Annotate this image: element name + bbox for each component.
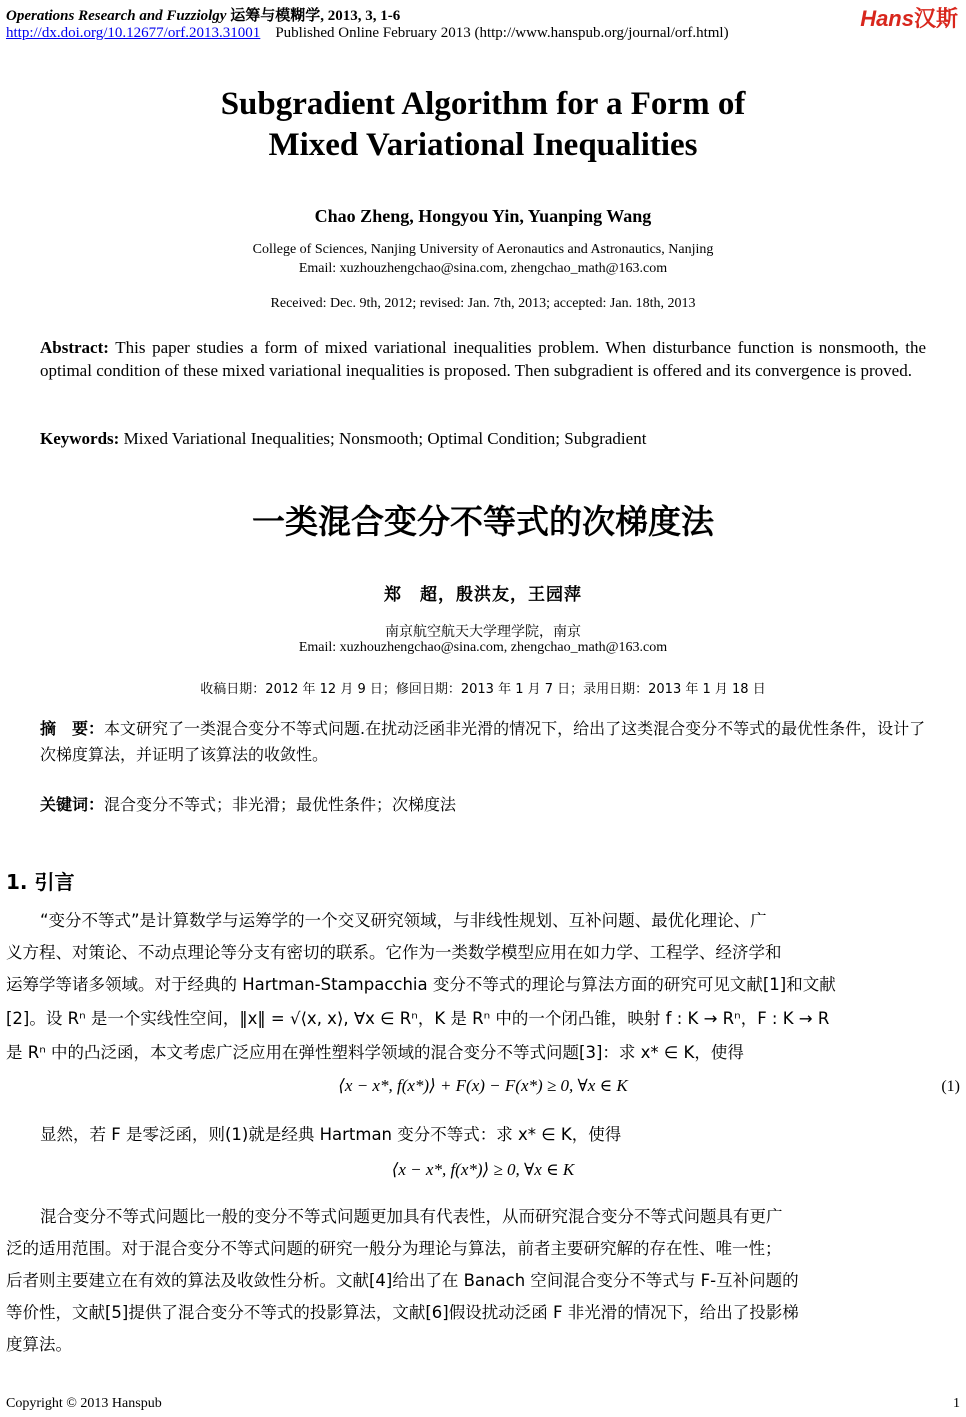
keywords-cn-text: 混合变分不等式；非光滑；最优性条件；次梯度法 — [104, 795, 457, 814]
abstract-en — [40, 336, 926, 382]
keywords-cn-label: 关键词： — [40, 795, 105, 814]
keywords-text: Mixed Variational Inequalities; Nonsmooth; Optimal Condition; Subgradient — [123, 429, 647, 448]
abstract-text: This paper studies a form of mixed variational inequalities problem. When disturbance function is nonsmooth, the optimal condition of these mixed variational inequalities is proposed. Then subgradient is offered and its convergence is proved. — [40, 338, 926, 380]
body-line: 等价性，文献[5]提供了混合变分不等式的投影算法，文献[6]假设扰动泛函 F 非光滑的情况下，给出了投影梯 — [6, 1303, 799, 1322]
body-line: [2]。设 Rⁿ 是一个实线性空间，‖x‖ = √⟨x, x⟩, ∀x ∈ Rⁿ，K 是 Rⁿ 中的一个闭凸锥，映射 f : K → Rⁿ，F : K → R — [6, 1009, 830, 1028]
email-en: Email: xuzhouzhengchao@sina.com, zhengchao_math@163.com — [298, 261, 668, 276]
body-line: 运筹学等诸多领域。对于经典的 Hartman-Stampacchia 变分不等式的理论与算法方面的研究可见文献[1]和文献 — [6, 975, 836, 994]
email-cn: Email: xuzhouzhengchao@sina.com, zhengchao_math@163.com — [298, 640, 668, 655]
affiliation-en: College of Sciences, Nanjing University of Aeronautics and Astronautics, Nanjing — [252, 242, 714, 257]
copyright: Copyright © 2013 Hanspub — [6, 1396, 162, 1411]
journal-name-cn: 运筹与模糊学, 2013, 3, 1-6 — [230, 8, 401, 24]
abstract-label: Abstract: — [40, 338, 109, 357]
title-en: Subgradient Algorithm for a Form of Mixed Variational Inequalities — [220, 86, 746, 163]
body-line: 是 Rⁿ 中的凸泛函，本文考虑广泛应用在弹性塑料学领域的混合变分不等式问题[3]：求 x* ∈ K，使得 — [6, 1043, 744, 1062]
published-online: Published Online February 2013 (http://www.hanspub.org/journal/orf.html) — [275, 25, 729, 41]
abstract-cn-text: 本文研究了一类混合变分不等式问题.在扰动泛函非光滑的情况下，给出了这类混合变分不等式的最优性条件，设计了次梯度算法，并证明了该算法的收敛性。 — [40, 719, 926, 764]
affiliation-cn: 南京航空航天大学理学院，南京 — [385, 624, 581, 640]
keywords-en — [40, 427, 926, 450]
journal-header — [6, 4, 400, 25]
title-cn: 一类混合变分不等式的次梯度法 — [252, 502, 714, 541]
equation-1: ⟨x − x*, f(x*)⟩ + F(x) − F(x*) ≥ 0, ∀x ∈ K — [338, 1076, 628, 1095]
page-number: 1 — [953, 1396, 960, 1411]
hans-logo: Hans汉斯 — [860, 6, 958, 31]
body-line: 混合变分不等式问题比一般的变分不等式问题更加具有代表性，从而研究混合变分不等式问题具有更广 — [40, 1207, 783, 1226]
abstract-cn-label: 摘 要： — [40, 719, 105, 738]
keywords-cn — [40, 792, 926, 818]
body-line: 义方程、对策论、不动点理论等分支有密切的联系。它作为一类数学模型应用在如力学、工程学、经济学和 — [6, 943, 782, 962]
equation-number: (1) — [941, 1078, 960, 1095]
body-line: 泛的适用范围。对于混合变分不等式问题的研究一般分为理论与算法，前者主要研究解的存在性、唯一性； — [6, 1239, 782, 1258]
abstract-cn — [40, 716, 926, 768]
doi-link[interactable]: http://dx.doi.org/10.12677/orf.2013.31001 — [6, 25, 261, 41]
journal-name-en: Operations Research and Fuzziolgy — [6, 8, 227, 24]
received-cn: 收稿日期：2012 年 12 月 9 日；修回日期：2013 年 1 月 7 日；录用日期：2013 年 1 月 18 日 — [200, 682, 766, 697]
body-line: 后者则主要建立在有效的算法及收敛性分析。文献[4]给出了在 Banach 空间混合变分不等式与 F-互补问题的 — [6, 1271, 799, 1290]
keywords-label: Keywords: — [40, 429, 120, 448]
doi-line — [6, 25, 729, 42]
body-line: 显然，若 F 是零泛函，则(1)就是经典 Hartman 变分不等式：求 x* ∈ K，使得 — [40, 1125, 622, 1144]
received-en: Received: Dec. 9th, 2012; revised: Jan. 7th, 2013; accepted: Jan. 18th, 2013 — [270, 296, 696, 311]
body-line: 度算法。 — [6, 1335, 72, 1354]
authors-cn: 郑 超，殷洪友，王园萍 — [384, 585, 582, 605]
equation-2: ⟨x − x*, f(x*)⟩ ≥ 0, ∀x ∈ K — [391, 1160, 575, 1179]
section-heading: 1. 引言 — [6, 870, 75, 894]
body-line: “变分不等式”是计算数学与运筹学的一个交叉研究领域，与非线性规划、互补问题、最优化理论、广 — [40, 911, 767, 930]
authors-en: Chao Zheng, Hongyou Yin, Yuanping Wang — [314, 206, 652, 226]
